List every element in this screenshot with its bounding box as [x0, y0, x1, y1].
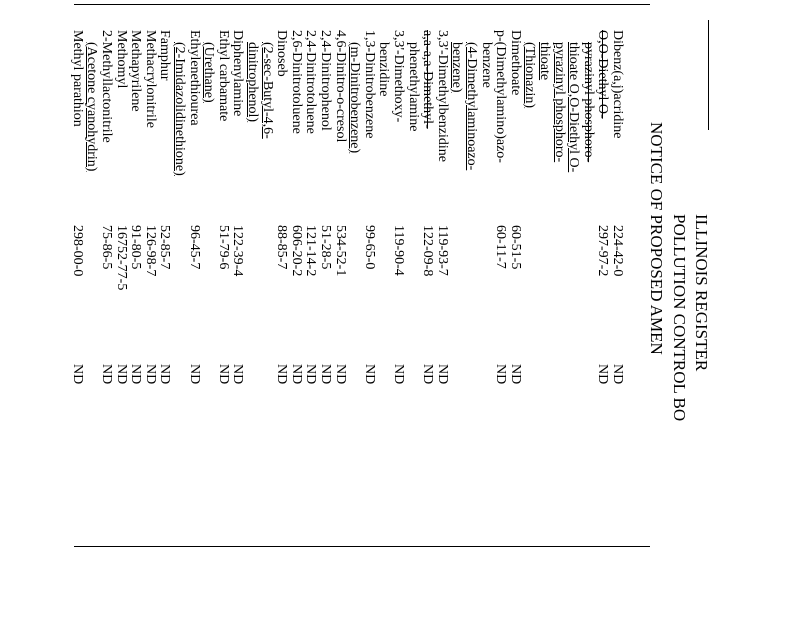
- cas-number: 122-39-4: [230, 225, 246, 277]
- nd-flag: ND: [332, 364, 348, 385]
- constituent-name: 2,4-Dinitrotoluene: [303, 30, 319, 134]
- cas-number: 122-09-8: [420, 225, 436, 277]
- cas-number: 119-93-7: [434, 225, 450, 276]
- cas-number: 52-85-7: [157, 225, 173, 270]
- table-row: [260, 0, 274, 618]
- table-row: [610, 0, 624, 618]
- constituent-name: 3,3'-Dimethylbenzidine: [434, 30, 450, 162]
- table-row: [376, 0, 390, 618]
- table-row: [435, 0, 449, 618]
- nd-flag: ND: [128, 364, 144, 385]
- table-row: [347, 0, 361, 618]
- table-row: [318, 0, 332, 618]
- constituent-name: (4-Dimethylaminoazo-: [464, 42, 479, 171]
- table-row: [187, 0, 201, 618]
- nd-flag: ND: [69, 364, 85, 385]
- table-row: [274, 0, 288, 618]
- cas-number: 534-52-1: [332, 225, 348, 277]
- table-row: [420, 0, 434, 618]
- constituent-name: (2-Imidazolidinethione): [172, 42, 187, 176]
- constituent-name: pyrazinyl phosphoro-: [551, 42, 567, 163]
- cas-number: 75-86-5: [99, 225, 114, 270]
- table-row: [333, 0, 347, 618]
- nd-flag: ND: [434, 364, 450, 385]
- table-row: [464, 0, 478, 618]
- header-rule: [708, 20, 709, 130]
- table-row: [581, 0, 595, 618]
- constituent-name: Ethylenethiourea: [186, 30, 202, 126]
- table-row: [289, 0, 303, 618]
- constituent-name: pyrazinyl phosphoro-: [580, 42, 596, 163]
- table-row: [552, 0, 566, 618]
- cas-number: 60-11-7: [493, 225, 509, 269]
- constituent-name: 2,6-Dinitrotoluene: [288, 30, 304, 134]
- constituent-name: 3,3'-Dimethoxy-: [391, 30, 406, 123]
- constituent-name: 2,4-Dinitrophenol: [318, 30, 333, 131]
- constituent-name: 4,6-Dinitro-o-cresol: [332, 30, 348, 143]
- constituent-name: Dibenz(a,j)acridine: [610, 30, 625, 139]
- table-row: [172, 0, 186, 618]
- board-title: POLLUTION CONTROL BO: [670, 214, 689, 422]
- constituent-name: Ethyl carbamate: [215, 30, 231, 122]
- cas-number: 99-65-0: [361, 225, 377, 270]
- cas-number: 96-45-7: [186, 225, 202, 270]
- constituent-name: O,O-Diethyl O-: [595, 30, 611, 119]
- constituent-name: dinitrophenol): [245, 42, 260, 123]
- constituent-name: a,a-a,a-Dimethyl-: [420, 30, 436, 129]
- constituent-name: Methyl parathion: [69, 30, 85, 127]
- nd-flag: ND: [142, 364, 158, 385]
- nd-flag: ND: [507, 364, 523, 385]
- table-row: [391, 0, 405, 618]
- constituent-name: 1,3-Dinitrobenzene: [361, 30, 377, 139]
- constituent-name: thioate O,O-Diethyl O-: [566, 42, 582, 173]
- table-row: [157, 0, 171, 618]
- constituent-name: benzene: [478, 42, 494, 88]
- constituent-name: phenethylamine: [405, 42, 421, 132]
- notice-title: NOTICE OF PROPOSED AMEN: [647, 122, 666, 355]
- constituent-name: (Thionazin): [522, 42, 538, 109]
- nd-flag: ND: [610, 364, 625, 385]
- cas-number: 60-51-5: [507, 225, 523, 270]
- cas-number: 298-00-0: [69, 225, 85, 277]
- nd-flag: ND: [303, 364, 319, 385]
- constituent-name: Famphur: [157, 30, 173, 81]
- table-row: [537, 0, 551, 618]
- table-row: [128, 0, 142, 618]
- table-row: [216, 0, 230, 618]
- table-row: [114, 0, 128, 618]
- nd-flag: ND: [361, 364, 377, 385]
- constituent-name: Methacrylonitrile: [142, 30, 158, 128]
- nd-flag: ND: [595, 364, 611, 385]
- cas-number: 88-85-7: [274, 225, 290, 270]
- table-row: [406, 0, 420, 618]
- constituent-name: benzidine: [376, 42, 392, 97]
- constituent-name: Dimethoate: [507, 30, 523, 96]
- constituent-name: (m-Dinitrobenzene): [347, 42, 363, 154]
- nd-flag: ND: [391, 364, 406, 385]
- table-row: [479, 0, 493, 618]
- nd-flag: ND: [186, 364, 202, 385]
- cas-number: 91-80-5: [128, 225, 144, 270]
- table-row: [303, 0, 317, 618]
- constituent-name: Methapyrilene: [128, 30, 144, 112]
- nd-flag: ND: [493, 364, 509, 385]
- cas-number: 119-90-4: [391, 225, 406, 276]
- table-row: [201, 0, 215, 618]
- nd-flag: ND: [157, 364, 173, 385]
- constituent-name: (Acetone cyanohydrin): [84, 42, 100, 172]
- nd-flag: ND: [99, 364, 114, 385]
- constituent-name: benzene): [449, 42, 465, 93]
- cas-number: 16752-77-5: [113, 225, 129, 291]
- cas-number: 606-20-2: [288, 225, 304, 277]
- constituent-name: Diphenylamine: [230, 30, 246, 117]
- constituent-name: thioate: [537, 42, 552, 81]
- nd-flag: ND: [274, 364, 290, 385]
- table-row: [84, 0, 98, 618]
- table-row: [362, 0, 376, 618]
- cas-number: 121-14-2: [303, 225, 319, 277]
- nd-flag: ND: [215, 364, 231, 385]
- nd-flag: ND: [318, 364, 333, 385]
- constituent-name: Methomyl: [113, 30, 129, 89]
- table-row: [566, 0, 580, 618]
- nd-flag: ND: [113, 364, 129, 385]
- register-title: ILLINOIS REGISTER: [692, 214, 711, 372]
- table-row: [522, 0, 536, 618]
- cas-number: 126-98-7: [142, 225, 158, 277]
- table-row: [230, 0, 244, 618]
- cas-number: 51-79-6: [215, 225, 231, 270]
- constituent-name: (2-sec-Butyl-4,6-: [259, 42, 275, 139]
- nd-flag: ND: [288, 364, 304, 385]
- table-row: [70, 0, 84, 618]
- cas-number: 224-42-0: [610, 225, 625, 277]
- constituent-name: Dinoseb: [274, 30, 290, 77]
- table-row: [245, 0, 259, 618]
- table-row: [99, 0, 113, 618]
- table-row: [143, 0, 157, 618]
- nd-flag: ND: [230, 364, 246, 385]
- table-row: [508, 0, 522, 618]
- constituent-name: p-(Dimethylamino)azo-: [493, 30, 509, 163]
- cas-number: 297-97-2: [595, 225, 611, 277]
- nd-flag: ND: [420, 364, 436, 385]
- table-row: [595, 0, 609, 618]
- table-row: [449, 0, 463, 618]
- cas-number: 51-28-5: [318, 225, 333, 270]
- constituent-name: (Urethane): [201, 42, 217, 103]
- table-row: [493, 0, 507, 618]
- constituent-name: 2-Methyllactonitrile: [99, 30, 114, 143]
